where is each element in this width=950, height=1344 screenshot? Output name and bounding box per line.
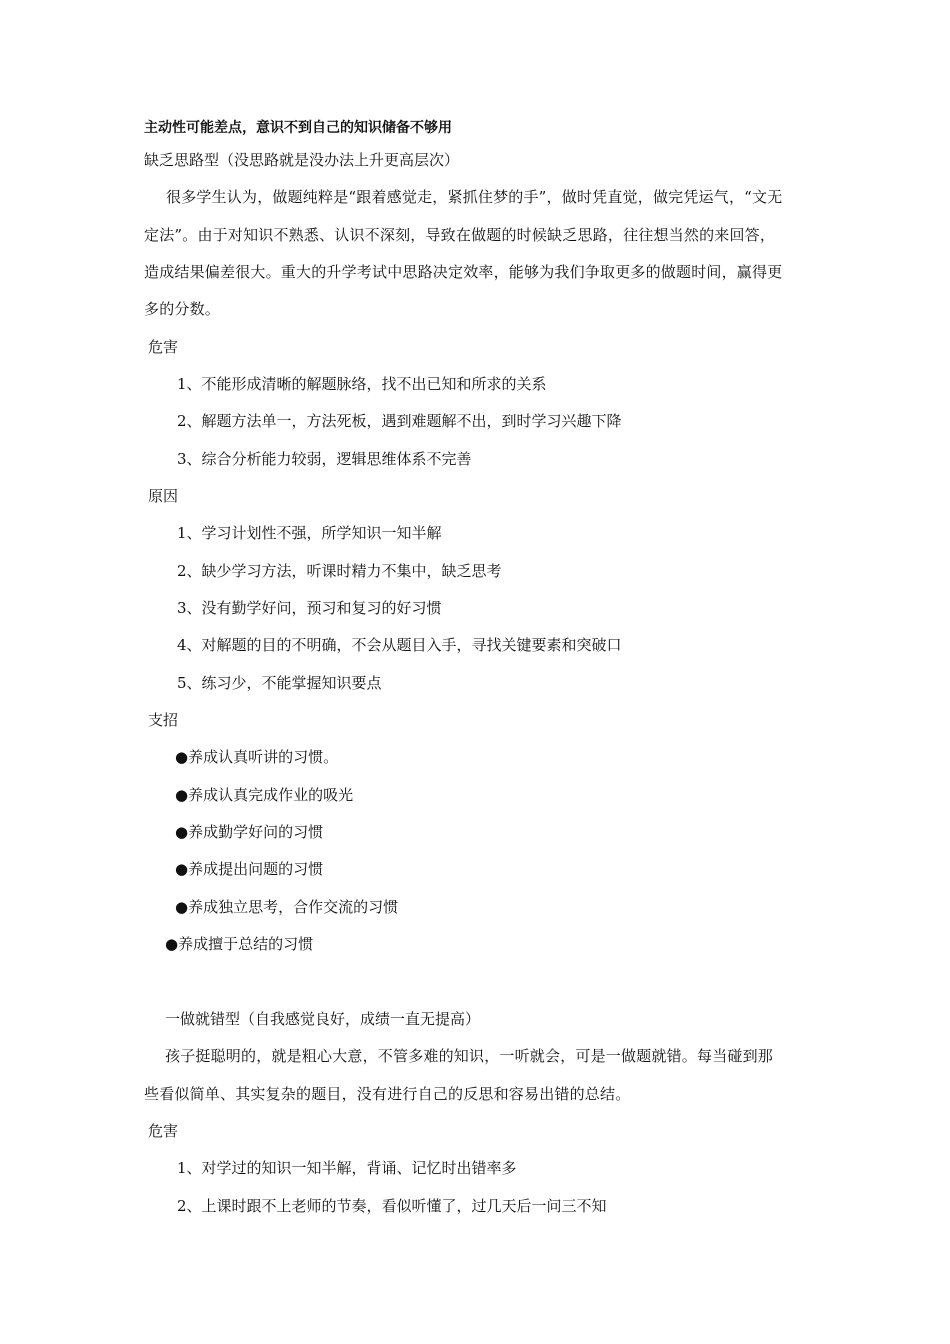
section1-harm-label: 危害: [148, 338, 179, 356]
section1-tip-item-1: ●养成认真听讲的习惯。: [175, 748, 339, 766]
section1-title: 缺乏思路型（没思路就是没办法上升更高层次）: [144, 151, 460, 169]
section1-harm-item-2: 2、解题方法单一，方法死板，遇到难题解不出，到时学习兴趣下降: [177, 412, 622, 430]
section1-para-line-3: 造成结果偏差很大。重大的升学考试中思路决定效率，能够为我们争取更多的做题时间，赢得更: [144, 263, 783, 281]
section1-tip-item-3: ●养成勤学好问的习惯: [175, 823, 324, 841]
section1-para-line-2: 定法”。由于对知识不熟悉、认识不深刻，导致在做题的时候缺乏思路，往往想当然的来回答，: [144, 226, 776, 244]
section1-tip-item-5: ●养成独立思考，合作交流的习惯: [175, 898, 399, 916]
section1-cause-label: 原因: [148, 487, 179, 505]
section1-cause-item-5: 5、练习少，不能掌握知识要点: [177, 674, 382, 692]
section1-cause-item-4: 4、对解题的目的不明确，不会从题目入手，寻找关键要素和突破口: [177, 636, 622, 654]
section1-tip-item-6: ●养成擅于总结的习惯: [165, 935, 314, 953]
section2-harm-item-2: 2、上课时跟不上老师的节奏，看似听懂了，过几天后一问三不知: [177, 1197, 607, 1215]
section1-tips-label: 支招: [148, 711, 179, 729]
section1-tip-item-2: ●养成认真完成作业的吸光: [175, 786, 354, 804]
section2-para-line-1: 孩子挺聪明的，就是粗心大意，不管多难的知识，一听就会，可是一做题就错。每当碰到那: [165, 1047, 774, 1065]
section1-para-line-1: 很多学生认为，做题纯粹是“跟着感觉走，紧抓住梦的手”，做时凭直觉，做完凭运气，“文无: [166, 188, 783, 206]
section1-harm-item-3: 3、综合分析能力较弱，逻辑思维体系不完善: [177, 450, 472, 468]
section2-harm-label: 危害: [148, 1122, 179, 1140]
section2-para-line-2: 些看似简单、其实复杂的题目，没有进行自己的反思和容易出错的总结。: [144, 1085, 631, 1103]
section1-cause-item-3: 3、没有勤学好问，预习和复习的好习惯: [177, 599, 442, 617]
section1-harm-item-1: 1、不能形成清晰的解题脉络，找不出已知和所求的关系: [177, 375, 547, 393]
section1-tip-item-4: ●养成提出问题的习惯: [175, 860, 324, 878]
section2-harm-item-1: 1、对学过的知识一知半解，背诵、记忆时出错率多: [177, 1159, 517, 1177]
top-heading: 主动性可能差点，意识不到自己的知识储备不够用: [144, 120, 452, 136]
section2-title: 一做就错型（自我感觉良好，成绩一直无提高）: [165, 1010, 481, 1028]
section1-para-line-4: 多的分数。: [144, 300, 221, 318]
section1-cause-item-1: 1、学习计划性不强，所学知识一知半解: [177, 524, 442, 542]
section1-cause-item-2: 2、缺少学习方法，听课时精力不集中，缺乏思考: [177, 562, 502, 580]
